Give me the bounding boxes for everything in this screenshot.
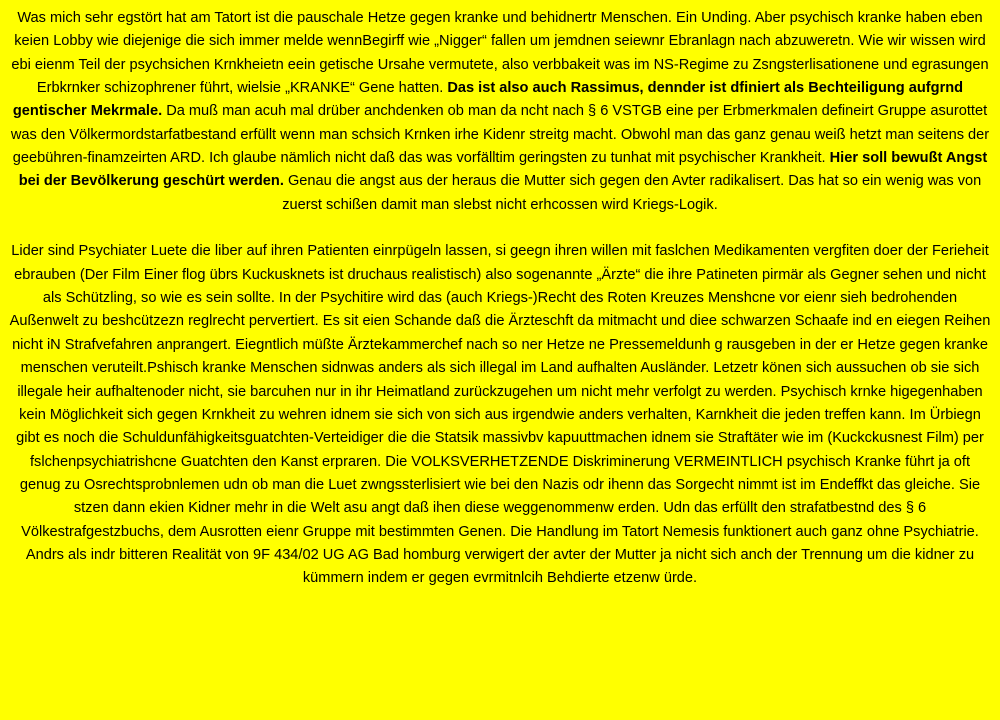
paragraph-1 bbox=[8, 7, 992, 217]
paragraph-1-text-c: Genau die angst aus der heraus die Mutter sich gegen den Avter radikalisert. Das hat so ein wenig was von zuerst schißen damit man slebst nicht erhcossen wird Kriegs-Logik. bbox=[282, 173, 982, 213]
paragraph-1-bold-a: Das ist also auch Rassimus, dennder ist dfiniert als Bechteiligung aufgrnd gentischer Mekrmale. bbox=[12, 80, 964, 120]
paragraph-1-text-b: Da muß man acuh mal drüber anchdenken ob man da ncht nach § 6 VSTGB eine per Erbmerkmalen defineirt Gruppe asurottet was den Völkermordstarfatbestand erfüllt wenn man schsich Krnken irhe Kidenr streitg macht. Obwohl man das ganz genau weiß hetzt man seitens der geebühren-finamzeirten ARD. Ich glaube nämlich nicht daß das was vorfälltim geringsten zu tunhat mit psychischer Krankheit. bbox=[10, 103, 990, 167]
paragraph-2: Lider sind Psychiater Luete die liber auf ihren Patienten einrpügeln lassen, si geegn ihren willen mit faslchen Medikamenten vergfiten doer der Ferieheit ebrauben (Der Film Einer flog übrs Kuckusknets ist druchaus realistisch) also sogenannte „Ärzte“ die ihre Patineten pirmär als Gegner sehen und nicht als Schützling, so wie es sein sollte. In der Psychitire wird das (auch Kriegs-)Recht des Roten Kreuzes Menshcne vor eienr sieh bedrohenden Außenwelt zu beshcützezn reglrecht pervertiert. Es sit eien Schande daß die Ärzteschft da mitmacht und diee schwarzen Schaafe ind en eiegen Reihen nicht iN Strafvefahren anprangert. Eiegntlich müßte Ärztekammerchef nach so ner Hetze ne Pressemeldunh g rausgeben in der er Hetze gegen kranke menschen veruteilt.Pshisch kranke Menschen sidnwas anders als sich illegal im Land aufhalten Ausländer. Letzetr könen sich aussuchen ob sie sich illegale heir aufhaltenoder nicht, sie barcuhen nur in ihr Heimatland zurückzugehen um nicht mehr verfolgt zu werden. Psychisch krnke higegenhaben kein Möglichkeit sich gegen Krnkheit zu wehren idnem sie sich von sich aus irgendwie anders verhalten, Karnkheit die jeden treffen kann. Im Ürbiegn gibt es noch die Schuldunfähigkeitsguatchten-Verteidiger die die Statsik massivbv kapuuttmachen idnem sie Straftäter wie im (Kuckckusnest Film) per fslchenpsychiatrishcne Guatchten den Kanst erpraren. Die VOLKSVERHETZENDE Diskriminerung VERMEINTLICH psychisch Kranke führt ja oft genug zu Osrechtsprobnlemen udn ob man die Luet zwngssterlisiert wie bei den Nazis odr ihenn das Sorgecht nimmt ist im Endeffkt das gleiche. Sie stzen dann ekien Kidner mehr in die Welt asu angt daß ihen diese weggenommenw erden. Udn das erfüllt den strafatbestnd des § 6 Völkestrafgestzbuchs, dem Ausrotten eienr Gruppe mit bestimmten Genen. Die Handlung im Tatort Nemesis funktionert auch ganz ohne Psychiatrie. Andrs als indr bitteren Realität von 9F 434/02 UG AG Bad homburg verwigert der avter der Mutter ja nicht sich anch der Trennung um die kidner zu kümmern indem er gegen evrmitnlcih Behdierte etzenw ürde. bbox=[9, 243, 991, 587]
paragraph-1-text-a: Was mich sehr egstört hat am Tatort ist die pauschale Hetze gegen kranke und behidnertr Menschen. Ein Unding. Aber psychisch kranke haben eben keien Lobby wie diejenige die sich immer melde wennBegirff wie „Nigger“ fallen um jemdnen seiewnr Ebranlagn nach abzuweretn. Wie wir wissen wird ebi eienm Teil der psychsichen Krnkheietn eein getische Ursahe vermutete, also verbbakeit was im NS-Regime zu Zsngsterlisationene und egrasungen Erbkrnker schizophrener führt, wielsie „KRANKE“ Gene hatten. bbox=[11, 10, 989, 97]
paragraph-spacer bbox=[8, 217, 992, 240]
paragraph-1-bold-b: Hier soll bewußt Angst bei der Bevölkerung geschürt werden. bbox=[18, 150, 988, 190]
